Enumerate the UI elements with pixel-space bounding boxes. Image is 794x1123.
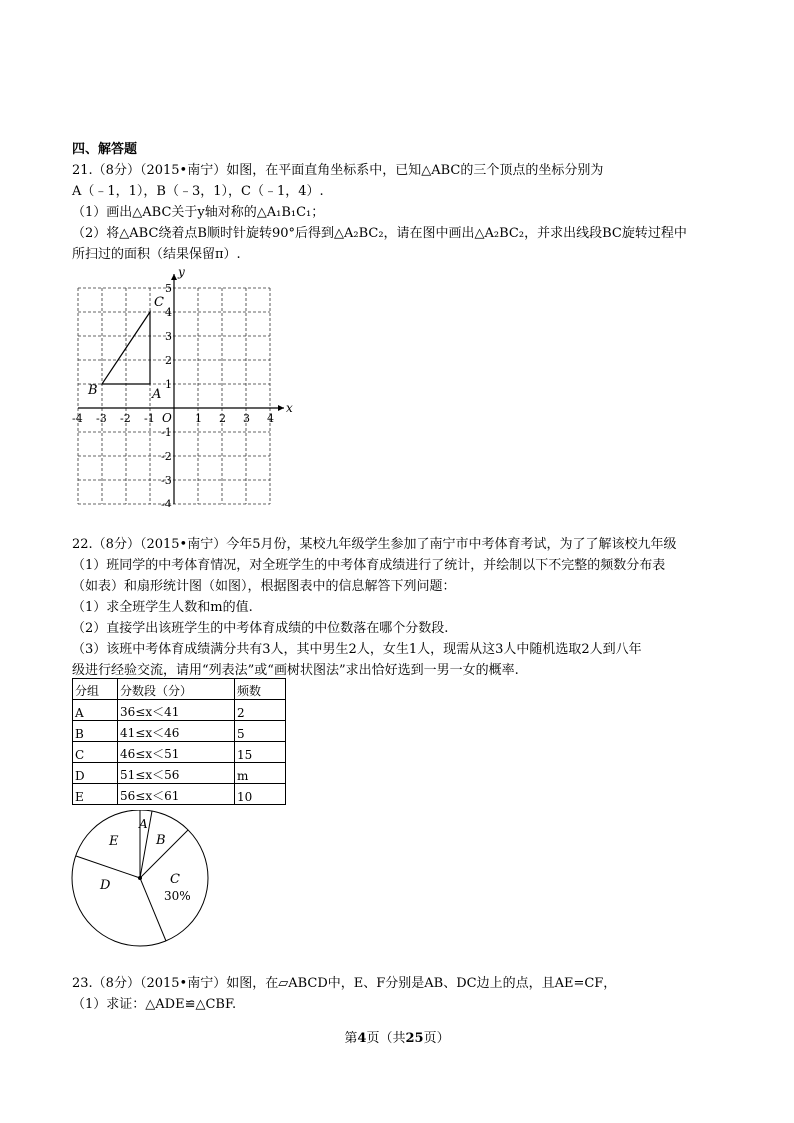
y-tick-label: -2: [161, 450, 172, 463]
cell-frequency: 10: [235, 784, 286, 805]
table-row: [73, 763, 286, 784]
x-tick-label: -4: [72, 412, 83, 425]
footer-page-number: 4: [357, 1031, 367, 1046]
q22-line5: （2）直接学出该班学生的中考体育成绩的中位数落在哪个分数段.: [72, 621, 449, 636]
q22-line4: （1）求全班学生人数和m的值.: [72, 600, 253, 615]
q23-line1: 23.（8分）（2015•南宁）如图，在▱ABCD中，E、F分别是AB、DC边上的点，且AE=CF，: [72, 976, 617, 991]
section-title: 四、解答题: [72, 142, 138, 157]
y-tick-label: 2: [165, 354, 172, 367]
origin-label: O: [162, 411, 172, 425]
y-tick-label: -4: [161, 498, 172, 507]
pie-slice-divider: [140, 878, 166, 941]
pie-label-e: E: [109, 834, 119, 849]
q22-line3: （如表）和扇形统计图（如图），根据图表中的信息解答下列问题：: [72, 579, 456, 594]
q22-line2: （1）班同学的中考体育情况，对全班学生的中考体育成绩进行了统计，并绘制以下不完整的频数分布表: [72, 558, 666, 573]
q22-line6: （3）该班中考体育成绩满分共有3人，其中男生2人，女生1人，现需从这3人中随机选取2人到八年: [72, 642, 642, 657]
x-tick-label: -2: [120, 412, 131, 425]
x-tick-label: 1: [195, 412, 202, 425]
cell-group: B: [73, 721, 118, 742]
q23-line2: （1）求证：△ADE≌△CBF.: [72, 997, 237, 1012]
cell-range: 41≤x＜46: [118, 721, 235, 742]
cell-group: C: [73, 742, 118, 763]
cell-frequency: 15: [235, 742, 286, 763]
cell-frequency: m: [235, 763, 286, 784]
x-tick-label: -1: [144, 412, 155, 425]
x-tick-label: 3: [243, 412, 250, 425]
x-tick-label: -3: [96, 412, 107, 425]
q21-line1: 21.（8分）（2015•南宁）如图，在平面直角坐标系中，已知△ABC的三个顶点的坐标分别为: [72, 163, 604, 178]
cell-range: 56≤x＜61: [118, 784, 235, 805]
cell-frequency: 5: [235, 721, 286, 742]
pie-chart: [70, 810, 215, 950]
q22-line1: 22.（8分）（2015•南宁）今年5月份，某校九年级学生参加了南宁市中考体育考试，为了了解该校九年级: [72, 537, 677, 552]
pie-label-d: D: [100, 878, 111, 893]
header-range: 分数段（分）: [118, 679, 235, 700]
x-tick-label: 2: [219, 412, 226, 425]
pie-label-c-percent: 30%: [164, 889, 191, 903]
cell-range: 46≤x＜51: [118, 742, 235, 763]
cell-range: 51≤x＜56: [118, 763, 235, 784]
y-tick-label: 4: [165, 306, 172, 319]
table-row: [73, 721, 286, 742]
q22-line7: 级进行经验交流，请用“列表法”或“画树状图法”求出恰好选到一男一女的概率.: [72, 663, 519, 678]
pie-slice-divider: [76, 856, 140, 878]
pie-center-dot: [138, 876, 142, 880]
table-row: [73, 784, 286, 805]
cell-group: A: [73, 700, 118, 721]
q21-line2: A（﹣1，1），B（﹣3，1），C（﹣1，4）.: [72, 184, 324, 199]
footer-prefix: 第: [344, 1031, 358, 1046]
x-axis-label: x: [286, 401, 293, 415]
y-tick-label: -3: [161, 474, 172, 487]
cell-range: 36≤x＜41: [118, 700, 235, 721]
q21-line4: （2）将△ABC绕着点B顺时针旋转90°后得到△A₂BC₂，请在图中画出△A₂BC₂，并求出线段BC旋转过程中: [72, 226, 687, 241]
coordinate-grid: [70, 262, 330, 507]
cell-group: D: [73, 763, 118, 784]
point-label-c: C: [154, 295, 164, 310]
table-row: [73, 742, 286, 763]
y-tick-label: -1: [161, 426, 172, 439]
q21-line5: 所扫过的面积（结果保留π）.: [72, 247, 241, 262]
header-frequency: 频数: [235, 679, 286, 700]
header-group: 分组: [73, 679, 118, 700]
y-tick-label: 5: [165, 282, 172, 295]
point-label-a: A: [152, 387, 162, 402]
table-header-row: [73, 679, 286, 700]
y-tick-label: 3: [165, 330, 172, 343]
x-axis-arrow: [278, 405, 284, 411]
footer-middle: 页（共: [366, 1031, 406, 1046]
x-tick-label: 4: [267, 412, 274, 425]
page-footer: [0, 1027, 794, 1046]
cell-frequency: 2: [235, 700, 286, 721]
footer-suffix: 页）: [423, 1031, 450, 1046]
y-tick-label: 1: [165, 378, 172, 391]
frequency-table: [72, 678, 286, 805]
footer-total-pages: 25: [405, 1031, 424, 1046]
pie-label-c: C: [170, 872, 180, 887]
cell-group: E: [73, 784, 118, 805]
y-axis-label: y: [178, 265, 185, 279]
y-axis-arrow: [171, 274, 177, 280]
pie-label-b: B: [156, 833, 166, 848]
table-row: [73, 700, 286, 721]
pie-label-a: A: [139, 817, 148, 831]
q21-line3: （1）画出△ABC关于y轴对称的△A₁B₁C₁；: [72, 205, 325, 220]
point-label-b: B: [88, 383, 98, 398]
